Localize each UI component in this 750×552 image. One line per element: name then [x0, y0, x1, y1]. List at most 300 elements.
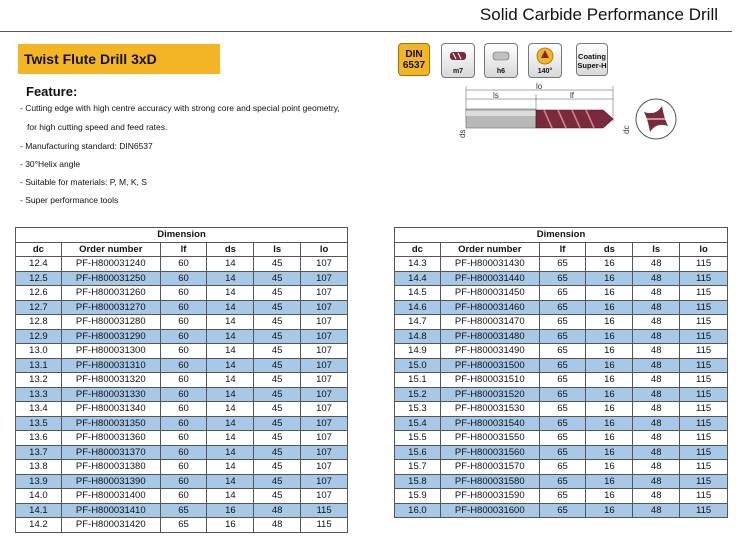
col-ls: ls — [254, 242, 301, 257]
shank-icon — [485, 44, 517, 68]
m7-tolerance-badge — [441, 43, 475, 78]
cell-lf: 60 — [160, 489, 207, 504]
cell-ls: 48 — [633, 315, 680, 330]
cell-ds: 16 — [586, 445, 633, 460]
feature-item: - Cutting edge with high centre accuracy with strong core and special point geometry, — [20, 103, 340, 113]
cell-lf: 65 — [539, 286, 586, 301]
table-row — [395, 315, 728, 330]
col-lo: lo — [680, 242, 728, 257]
cell-ds: 14 — [207, 474, 254, 489]
cell-dc: 12.5 — [16, 271, 62, 286]
dimension-header: Dimension — [395, 228, 728, 243]
cell-order-number: PF-H800031350 — [61, 416, 160, 431]
cell-dc: 12.4 — [16, 257, 62, 272]
cell-lo: 107 — [301, 329, 348, 344]
cell-order-number: PF-H800031400 — [61, 489, 160, 504]
features-title: Feature: — [26, 84, 78, 99]
cell-order-number: PF-H800031320 — [61, 373, 160, 388]
cell-order-number: PF-H800031340 — [61, 402, 160, 417]
cell-ds: 16 — [586, 257, 633, 272]
cell-ds: 14 — [207, 344, 254, 359]
cell-order-number: PF-H800031570 — [440, 460, 539, 475]
col-lf: lf — [539, 242, 586, 257]
dimension-table-left — [15, 227, 348, 533]
cell-lf: 60 — [160, 257, 207, 272]
cell-ds: 16 — [586, 271, 633, 286]
cell-dc: 15.3 — [395, 402, 441, 417]
cell-lf: 65 — [539, 329, 586, 344]
din-badge — [398, 43, 430, 76]
table-row — [16, 445, 348, 460]
cell-order-number: PF-H800031270 — [61, 300, 160, 315]
cell-order-number: PF-H800031490 — [440, 344, 539, 359]
cell-ds: 16 — [586, 489, 633, 504]
cell-order-number: PF-H800031600 — [440, 503, 539, 518]
cell-ls: 45 — [254, 358, 301, 373]
cell-lo: 115 — [301, 503, 348, 518]
cell-ls: 48 — [633, 445, 680, 460]
feature-item: - 30°Helix angle — [20, 159, 81, 169]
cell-dc: 15.8 — [395, 474, 441, 489]
coating-label: Coating — [578, 52, 606, 61]
cell-ds: 14 — [207, 387, 254, 402]
cell-ds: 16 — [586, 315, 633, 330]
angle-label: 140° — [537, 68, 553, 75]
cell-ls: 48 — [254, 518, 301, 533]
table-row — [16, 474, 348, 489]
cell-order-number: PF-H800031590 — [440, 489, 539, 504]
drill-diagram — [448, 82, 748, 172]
cell-order-number: PF-H800031460 — [440, 300, 539, 315]
cell-order-number: PF-H800031360 — [61, 431, 160, 446]
cell-lo: 107 — [301, 431, 348, 446]
table-row — [16, 460, 348, 475]
table-row — [395, 402, 728, 417]
cell-ls: 48 — [633, 271, 680, 286]
cell-ls: 45 — [254, 329, 301, 344]
cell-ls: 48 — [633, 329, 680, 344]
cell-dc: 13.7 — [16, 445, 62, 460]
cell-lf: 60 — [160, 329, 207, 344]
cell-lo: 107 — [301, 315, 348, 330]
cell-ds: 14 — [207, 300, 254, 315]
page-title: Solid Carbide Performance Drill — [479, 5, 718, 24]
cell-dc: 15.7 — [395, 460, 441, 475]
col-dc: dc — [395, 242, 441, 257]
cell-ls: 45 — [254, 460, 301, 475]
cell-lf: 65 — [539, 402, 586, 417]
cell-lf: 65 — [539, 300, 586, 315]
cell-order-number: PF-H800031290 — [61, 329, 160, 344]
cell-order-number: PF-H800031450 — [440, 286, 539, 301]
cell-dc: 15.9 — [395, 489, 441, 504]
cell-lf: 65 — [539, 257, 586, 272]
table-row — [395, 358, 728, 373]
product-title: Twist Flute Drill 3xD — [24, 51, 157, 67]
cell-dc: 14.3 — [395, 257, 441, 272]
cell-ls: 45 — [254, 445, 301, 460]
cell-ds: 16 — [586, 402, 633, 417]
table-row — [16, 431, 348, 446]
cell-dc: 14.2 — [16, 518, 62, 533]
cell-ls: 45 — [254, 344, 301, 359]
cell-ls: 48 — [633, 460, 680, 475]
col-ds: ds — [586, 242, 633, 257]
cell-ds: 16 — [586, 460, 633, 475]
cell-ls: 45 — [254, 402, 301, 417]
table-row — [395, 416, 728, 431]
table-row — [16, 503, 348, 518]
cell-lo: 107 — [301, 257, 348, 272]
cell-lo: 107 — [301, 489, 348, 504]
cell-lo: 115 — [680, 445, 728, 460]
shank-highlight — [466, 111, 536, 116]
feature-item: - Super performance tools — [20, 195, 119, 205]
col-order-number: Order number — [61, 242, 160, 257]
cell-lo: 107 — [301, 344, 348, 359]
cell-lo: 115 — [680, 257, 728, 272]
cell-ds: 16 — [586, 344, 633, 359]
cell-dc: 13.6 — [16, 431, 62, 446]
cell-ls: 48 — [633, 416, 680, 431]
table-row — [395, 271, 728, 286]
cell-ls: 48 — [633, 489, 680, 504]
cell-dc: 14.0 — [16, 489, 62, 504]
cell-lo: 107 — [301, 474, 348, 489]
point-angle-badge — [528, 43, 562, 78]
table-row — [16, 329, 348, 344]
cell-dc: 14.6 — [395, 300, 441, 315]
cell-order-number: PF-H800031550 — [440, 431, 539, 446]
cell-ds: 14 — [207, 416, 254, 431]
cell-lf: 65 — [539, 315, 586, 330]
cell-ds: 16 — [586, 474, 633, 489]
cell-order-number: PF-H800031440 — [440, 271, 539, 286]
cell-lf: 60 — [160, 373, 207, 388]
cell-ds: 14 — [207, 402, 254, 417]
col-ds: ds — [207, 242, 254, 257]
table-row — [16, 387, 348, 402]
cell-lo: 115 — [680, 431, 728, 446]
cell-lo: 115 — [680, 503, 728, 518]
cell-lf: 60 — [160, 286, 207, 301]
cell-lf: 65 — [539, 271, 586, 286]
table-row — [395, 431, 728, 446]
table-row — [16, 358, 348, 373]
din-label: DIN — [405, 49, 423, 60]
cell-order-number: PF-H800031260 — [61, 286, 160, 301]
cell-ds: 16 — [207, 503, 254, 518]
cell-ls: 48 — [633, 431, 680, 446]
cell-ls: 48 — [633, 373, 680, 388]
cell-dc: 13.9 — [16, 474, 62, 489]
cell-lo: 115 — [680, 286, 728, 301]
cell-dc: 16.0 — [395, 503, 441, 518]
cell-dc: 15.6 — [395, 445, 441, 460]
table-row — [395, 286, 728, 301]
cell-lf: 65 — [539, 373, 586, 388]
cell-ds: 16 — [586, 300, 633, 315]
table-row — [395, 474, 728, 489]
cell-order-number: PF-H800031480 — [440, 329, 539, 344]
cell-lo: 115 — [301, 518, 348, 533]
cell-ls: 48 — [633, 300, 680, 315]
cell-order-number: PF-H800031330 — [61, 387, 160, 402]
cell-lo: 115 — [680, 373, 728, 388]
table-row — [16, 286, 348, 301]
cell-lo: 115 — [680, 329, 728, 344]
table-row — [16, 518, 348, 533]
table-row — [16, 344, 348, 359]
table-row — [16, 271, 348, 286]
cell-order-number: PF-H800031520 — [440, 387, 539, 402]
cell-lf: 65 — [160, 503, 207, 518]
feature-item: - Suitable for materials: P, M, K, S — [20, 177, 147, 187]
cell-ls: 48 — [633, 402, 680, 417]
cell-ds: 16 — [586, 358, 633, 373]
cell-dc: 12.9 — [16, 329, 62, 344]
cell-lf: 65 — [539, 503, 586, 518]
cell-order-number: PF-H800031430 — [440, 257, 539, 272]
cell-ls: 48 — [633, 257, 680, 272]
cell-order-number: PF-H800031540 — [440, 416, 539, 431]
cell-dc: 14.4 — [395, 271, 441, 286]
cell-ls: 48 — [633, 387, 680, 402]
cell-order-number: PF-H800031560 — [440, 445, 539, 460]
cell-ds: 16 — [586, 373, 633, 388]
cell-lo: 115 — [680, 474, 728, 489]
cell-ds: 14 — [207, 431, 254, 446]
table-row — [395, 344, 728, 359]
cell-ds: 16 — [586, 503, 633, 518]
table-row — [395, 257, 728, 272]
cell-ds: 16 — [207, 518, 254, 533]
cell-ds: 14 — [207, 489, 254, 504]
page-header — [0, 0, 750, 34]
table-row — [395, 373, 728, 388]
col-dc: dc — [16, 242, 62, 257]
table-row — [16, 373, 348, 388]
cell-ds: 16 — [586, 431, 633, 446]
cell-ds: 16 — [586, 416, 633, 431]
cell-order-number: PF-H800031410 — [61, 503, 160, 518]
cell-lo: 115 — [680, 358, 728, 373]
cell-dc: 15.0 — [395, 358, 441, 373]
h6-tolerance-badge — [484, 43, 518, 78]
lo-label: lo — [536, 82, 543, 91]
cell-order-number: PF-H800031580 — [440, 474, 539, 489]
cell-ds: 16 — [586, 387, 633, 402]
table-row — [395, 489, 728, 504]
cell-order-number: PF-H800031240 — [61, 257, 160, 272]
cell-dc: 14.8 — [395, 329, 441, 344]
cell-lo: 107 — [301, 300, 348, 315]
cell-dc: 14.9 — [395, 344, 441, 359]
cell-ls: 45 — [254, 416, 301, 431]
cell-lf: 65 — [539, 387, 586, 402]
cell-ds: 14 — [207, 286, 254, 301]
cell-lo: 107 — [301, 358, 348, 373]
cell-ls: 45 — [254, 286, 301, 301]
cell-lo: 115 — [680, 460, 728, 475]
cell-lo: 115 — [680, 416, 728, 431]
header-divider — [0, 31, 732, 32]
cell-lo: 107 — [301, 373, 348, 388]
dimension-header: Dimension — [16, 228, 348, 243]
table-row — [395, 329, 728, 344]
cell-dc: 14.1 — [16, 503, 62, 518]
cell-dc: 15.4 — [395, 416, 441, 431]
cell-ls: 45 — [254, 489, 301, 504]
cell-ls: 45 — [254, 474, 301, 489]
table-row — [16, 300, 348, 315]
cell-ls: 48 — [633, 358, 680, 373]
cell-lo: 107 — [301, 445, 348, 460]
cell-ds: 14 — [207, 445, 254, 460]
table-row — [395, 445, 728, 460]
cell-dc: 13.5 — [16, 416, 62, 431]
cell-lo: 115 — [680, 271, 728, 286]
cell-ls: 48 — [633, 286, 680, 301]
cell-dc: 15.5 — [395, 431, 441, 446]
cell-lf: 65 — [539, 445, 586, 460]
din-number: 6537 — [402, 60, 426, 71]
col-lf: lf — [160, 242, 207, 257]
cell-lo: 115 — [680, 344, 728, 359]
cell-ls: 45 — [254, 300, 301, 315]
cell-lo: 107 — [301, 286, 348, 301]
drill-shank-icon — [442, 44, 474, 68]
cell-lf: 60 — [160, 431, 207, 446]
cell-lo: 107 — [301, 460, 348, 475]
cell-dc: 15.2 — [395, 387, 441, 402]
col-lo: lo — [301, 242, 348, 257]
table-row — [16, 315, 348, 330]
cell-ls: 45 — [254, 315, 301, 330]
cell-lf: 65 — [539, 474, 586, 489]
cell-lo: 115 — [680, 489, 728, 504]
cell-lo: 115 — [680, 300, 728, 315]
cell-ls: 45 — [254, 373, 301, 388]
cell-ls: 45 — [254, 431, 301, 446]
cell-ds: 14 — [207, 373, 254, 388]
cell-order-number: PF-H800031390 — [61, 474, 160, 489]
cell-lf: 65 — [160, 518, 207, 533]
cell-ls: 45 — [254, 271, 301, 286]
cell-lo: 115 — [680, 315, 728, 330]
cell-lf: 65 — [539, 416, 586, 431]
cell-order-number: PF-H800031510 — [440, 373, 539, 388]
cell-ls: 45 — [254, 387, 301, 402]
cell-ds: 14 — [207, 257, 254, 272]
cell-lo: 107 — [301, 402, 348, 417]
cell-order-number: PF-H800031380 — [61, 460, 160, 475]
point-angle-icon — [529, 44, 561, 68]
table-row — [395, 503, 728, 518]
cell-dc: 13.0 — [16, 344, 62, 359]
table-row — [16, 416, 348, 431]
m7-label: m7 — [452, 68, 464, 75]
cell-order-number: PF-H800031470 — [440, 315, 539, 330]
cell-lf: 60 — [160, 474, 207, 489]
cell-order-number: PF-H800031500 — [440, 358, 539, 373]
cell-lf: 60 — [160, 460, 207, 475]
product-banner — [18, 44, 220, 74]
cell-lf: 60 — [160, 344, 207, 359]
table-row — [395, 460, 728, 475]
cell-lf: 65 — [539, 358, 586, 373]
cell-ds: 14 — [207, 271, 254, 286]
cell-dc: 12.7 — [16, 300, 62, 315]
cell-dc: 13.1 — [16, 358, 62, 373]
table-row — [16, 489, 348, 504]
cell-dc: 15.1 — [395, 373, 441, 388]
cell-dc: 12.8 — [16, 315, 62, 330]
ls-label: ls — [493, 91, 499, 100]
dimension-table-right — [394, 227, 728, 518]
cell-ds: 14 — [207, 329, 254, 344]
cell-dc: 14.5 — [395, 286, 441, 301]
cell-dc: 13.3 — [16, 387, 62, 402]
cell-order-number: PF-H800031530 — [440, 402, 539, 417]
cell-lf: 65 — [539, 344, 586, 359]
cell-lo: 107 — [301, 271, 348, 286]
cell-dc: 13.8 — [16, 460, 62, 475]
cell-ls: 48 — [633, 344, 680, 359]
cell-lf: 60 — [160, 402, 207, 417]
cell-lf: 60 — [160, 358, 207, 373]
ds-label: ds — [458, 129, 467, 138]
cell-order-number: PF-H800031310 — [61, 358, 160, 373]
cell-ds: 14 — [207, 315, 254, 330]
cell-order-number: PF-H800031420 — [61, 518, 160, 533]
cell-dc: 13.4 — [16, 402, 62, 417]
cell-lf: 60 — [160, 445, 207, 460]
col-order-number: Order number — [440, 242, 539, 257]
cell-lo: 107 — [301, 416, 348, 431]
cell-ls: 48 — [254, 503, 301, 518]
cell-lf: 60 — [160, 416, 207, 431]
cell-lf: 60 — [160, 300, 207, 315]
cell-ds: 14 — [207, 460, 254, 475]
cell-ls: 48 — [633, 503, 680, 518]
dc-label: dc — [622, 125, 631, 134]
cell-ds: 16 — [586, 329, 633, 344]
lf-label: lf — [570, 91, 574, 100]
cell-lf: 60 — [160, 271, 207, 286]
cell-lo: 115 — [680, 402, 728, 417]
table-row — [395, 387, 728, 402]
cell-lf: 60 — [160, 315, 207, 330]
table-row — [16, 402, 348, 417]
feature-item: - Manufacturing standard: DIN6537 — [20, 141, 153, 151]
feature-item: for high cutting speed and feed rates. — [27, 122, 168, 132]
coating-type: Super-H — [577, 61, 607, 70]
cell-lf: 65 — [539, 460, 586, 475]
cell-lo: 115 — [680, 387, 728, 402]
cell-ds: 14 — [207, 358, 254, 373]
cell-lo: 107 — [301, 387, 348, 402]
cell-order-number: PF-H800031280 — [61, 315, 160, 330]
table-row — [395, 300, 728, 315]
cell-lf: 60 — [160, 387, 207, 402]
cell-lf: 65 — [539, 431, 586, 446]
h6-label: h6 — [496, 68, 506, 75]
cell-ls: 48 — [633, 474, 680, 489]
cell-order-number: PF-H800031370 — [61, 445, 160, 460]
cell-dc: 13.2 — [16, 373, 62, 388]
cell-ls: 45 — [254, 257, 301, 272]
